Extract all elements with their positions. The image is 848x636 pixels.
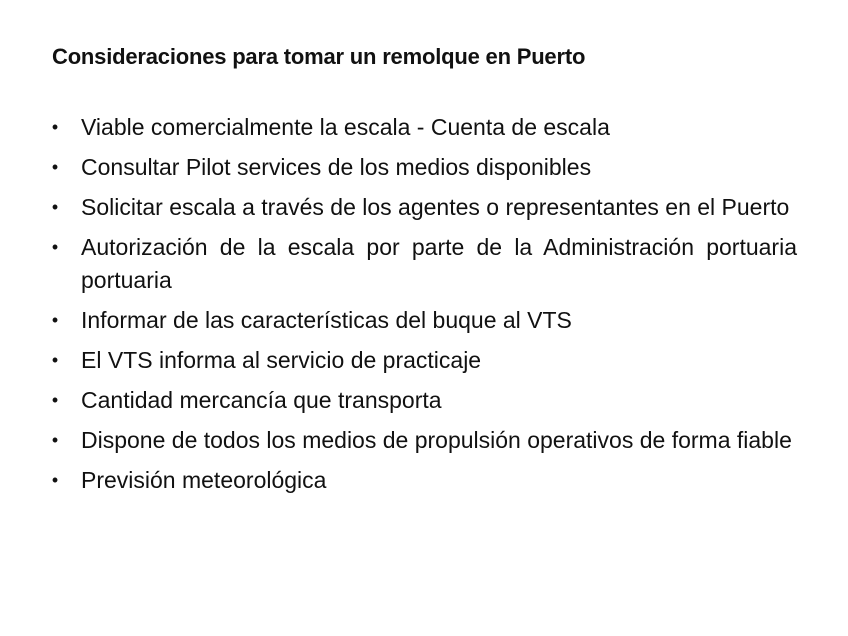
list-item [45,111,797,144]
list-item-text: El VTS informa al servicio de practicaje [81,347,482,373]
list-item-text: Cantidad mercancía que transporta [81,387,442,413]
list-item-text: Previsión meteorológica [81,467,327,493]
list-item [45,344,797,377]
bullet-list [45,111,797,504]
list-item-text: Solicitar escala a través de los agentes o representantes en el Puerto [81,194,790,220]
slide-title: Consideraciones para tomar un remolque en Puerto [52,44,586,69]
list-item [45,384,797,417]
bullet-icon: • [51,157,59,177]
list-item [45,304,797,337]
list-item-text: Viable comercialmente la escala - Cuenta de escala [81,114,610,140]
list-item [45,151,797,184]
list-item-text: Informar de las características del buque al VTS [81,307,572,333]
list-item [45,424,797,457]
bullet-icon: • [51,390,59,410]
bullet-icon: • [51,430,59,450]
list-item-text: Consultar Pilot services de los medios disponibles [81,154,592,180]
bullet-icon: • [51,310,59,330]
list-item [45,191,797,224]
bullet-icon: • [51,470,59,490]
bullet-icon: • [51,237,59,257]
list-item-text: Dispone de todos los medios de propulsión operativos de forma fiable [81,427,792,453]
list-item-text: Autorización de la escala por parte de la Administración portuaria portuaria [81,234,797,293]
bullet-icon: • [51,350,59,370]
list-item [45,464,797,497]
bullet-icon: • [51,197,59,217]
list-item [45,231,797,297]
bullet-icon: • [51,117,59,137]
